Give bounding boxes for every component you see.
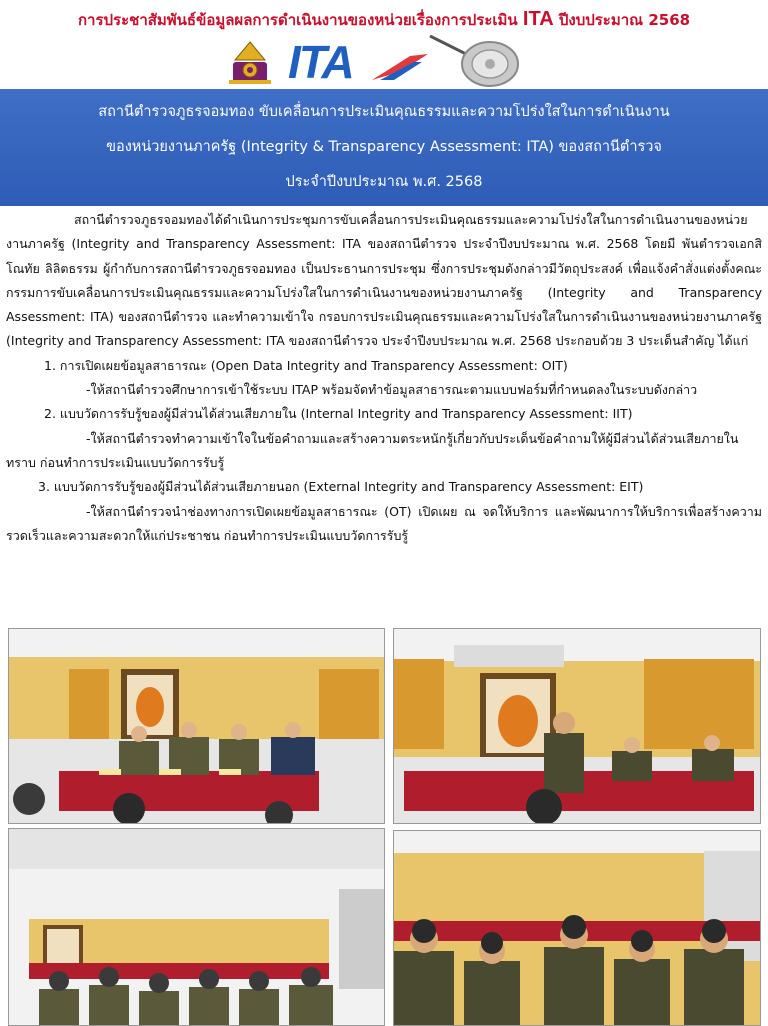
- item-3-detail: -ให้สถานีตำรวจนำช่องทางการเปิดเผยข้อมูลสาธารณะ (OT) เปิดเผย ณ จดให้บริการ และพัฒนาการให้บริการเพื่อสร้างความรวดเร็วและความสะดวกให้แก่ประชาชน ก่อนทำการประเมินแบบวัดการรับรู้: [6, 503, 762, 543]
- headline-banner: [0, 89, 768, 206]
- item-2-detail: -ให้สถานีตำรวจทำความเข้าใจในข้อคำถามและสร้างความตระหนักรู้เกี่ยวกับประเด็นข้อคำถามให้ผู้มีส่วนได้ส่วนเสียภายในทราบ ก่อนทำการประเมินแบบวัดการรับรู้: [6, 430, 739, 470]
- headline-line-3: ประจำปีงบประมาณ พ.ศ. 2568: [285, 174, 483, 190]
- headline-line-1: สถานีตำรวจภูธรจอมทอง ขับเคลื่อนการประเมินคุณธรรมและความโปร่งใสในการดำเนินงาน: [98, 104, 670, 120]
- headline-line-2: ของหน่วยงานภาครัฐ (Integrity & Transparency Assessment: ITA) ของสถานีตำรวจ: [106, 139, 662, 155]
- police-emblem-icon: [225, 40, 275, 86]
- photo-audience-wide: [8, 828, 385, 1026]
- page-title-prefix: การประชาสัมพันธ์ข้อมูลผลการดำเนินงานของหน่วยเรื่องการประเมิน: [77, 11, 523, 29]
- item-2-title: 2. แบบวัดการรับรู้ของผู้มีส่วนได้ส่วนเสียภายใน (Internal Integrity and Transparency Assessment: IIT): [44, 406, 633, 422]
- medal-icon: [426, 32, 522, 88]
- photo-officer-speaking: [393, 628, 761, 824]
- item-1-title: 1. การเปิดเผยข้อมูลสาธารณะ (Open Data Integrity and Transparency Assessment: OIT): [44, 357, 568, 373]
- intro-paragraph: สถานีตำรวจภูธรจอมทองได้ดำเนินการประชุมการขับเคลื่อนการประเมินคุณธรรมและความโปร่งใสในการดำเนินงานของหน่วยงานภาครัฐ (Integrity and Transparency Assessment: ITA ของสถานีตำรวจ ประจำปีงบประมาณ พ.ศ. 2568 โดยมี พันตำรวจเอกสิโณทัย ลิลิตธรรม ผู้กำกับการสถานีตำรวจภูธรจอมทอง เป็นประธานการประชุม ซึ่งการประชุมดังกล่าวมีวัตถุประสงค์ เพื่อแจ้งคำสั่งแต่งตั้งคณะกรรมการขับเคลื่อนการประเมินคุณธรรมและความโปร่งใสในการดำเนินงานของหน่วยงานภาครัฐ (Integrity and Transparency Assessment: ITA) ของสถานีตำรวจ และทำความเข้าใจ กรอบการประเมินคุณธรรมและความโปร่งใสในการดำเนินงานของหน่วยงานภาครัฐ (Integrity and Transparency Assessment: ITA ของสถานีตำรวจ ประจำปีงบประมาณ พ.ศ. 2568 ประกอบด้วย 3 ประเด็นสำคัญ ได้แก่: [6, 212, 762, 349]
- item-3-title: 3. แบบวัดการรับรู้ของผู้มีส่วนได้ส่วนเสียภายนอก (External Integrity and Transparency Assessment: EIT): [38, 479, 644, 495]
- page-title: [0, 8, 768, 32]
- ita-swoosh-icon: [370, 52, 430, 82]
- logo-row: [0, 32, 768, 88]
- page-title-suffix: ปีงบประมาณ 2568: [553, 11, 691, 29]
- photo-meeting-head-table: [8, 628, 385, 824]
- item-1-detail: -ให้สถานีตำรวจศึกษาการเข้าใช้ระบบ ITAP พร้อมจัดทำข้อมูลสาธารณะตามแบบฟอร์มที่กำหนดลงในระบบดังกล่าว: [86, 382, 698, 398]
- page-title-ita: ITA: [522, 8, 554, 30]
- ita-logo-text: ITA: [288, 36, 353, 88]
- photo-audience-close: [393, 830, 761, 1026]
- article-body: [6, 208, 762, 548]
